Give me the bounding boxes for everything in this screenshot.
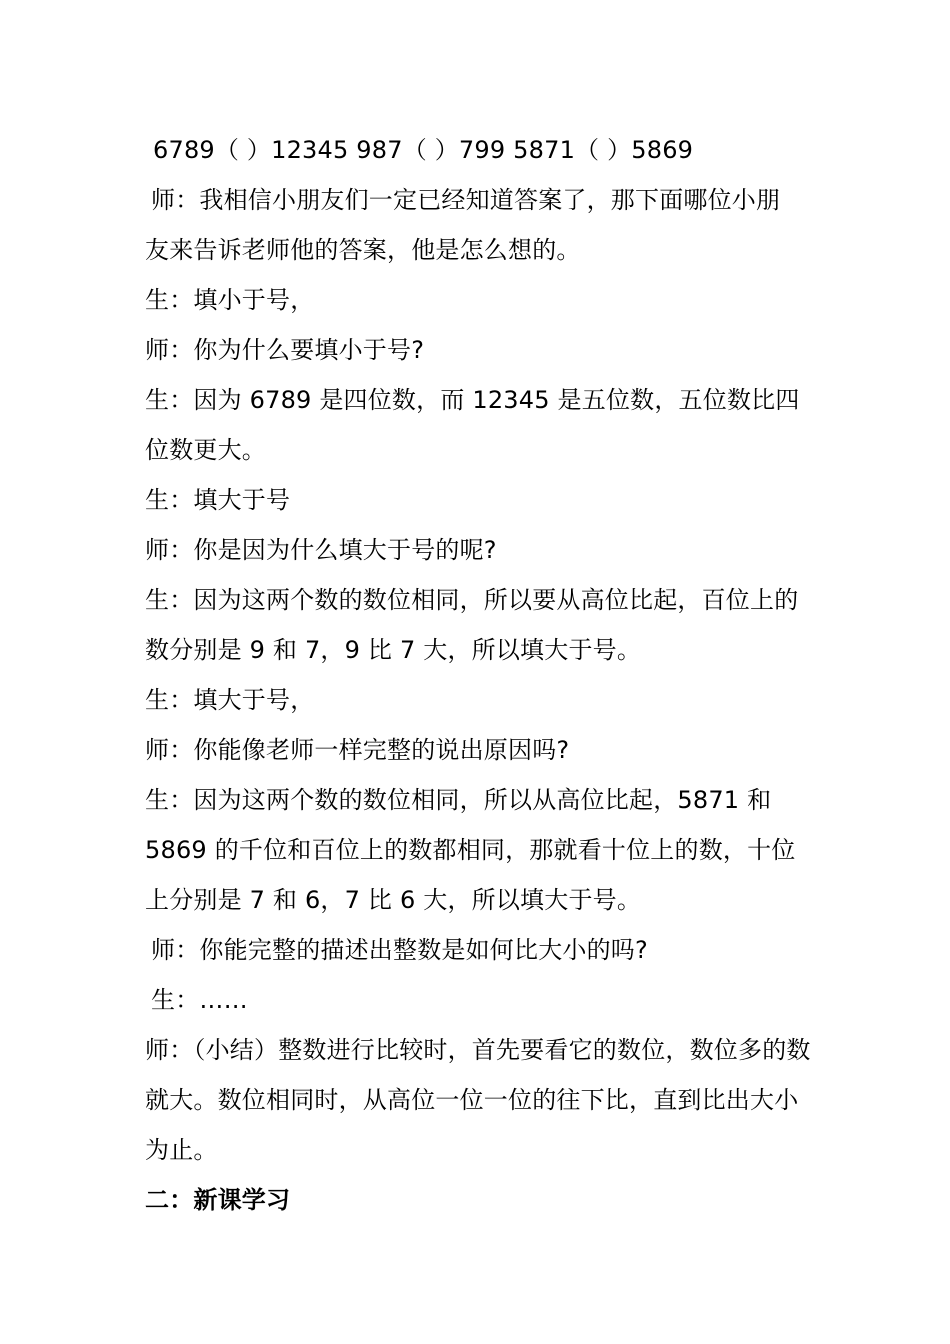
paragraph-line: 师：你能像老师一样完整的说出原因吗? <box>145 736 570 764</box>
paragraph-line: 生：因为这两个数的数位相同，所以要从高位比起，百位上的 <box>145 586 799 614</box>
paragraph-line: 上分别是 7 和 6，7 比 6 大，所以填大于号。 <box>145 886 642 914</box>
paragraph-line: 生：因为这两个数的数位相同，所以从高位比起，5871 和 <box>145 786 772 814</box>
comparison-exercise: 6789（ ）12345 987（ ）799 5871（ ）5869 <box>153 136 694 164</box>
paragraph-line: 数分别是 9 和 7，9 比 7 大，所以填大于号。 <box>145 636 642 664</box>
paragraph-line: 师：你是因为什么填大于号的呢? <box>145 536 497 564</box>
paragraph-line: 师：你能完整的描述出整数是如何比大小的吗? <box>151 936 648 964</box>
section-heading: 二：新课学习 <box>145 1186 291 1214</box>
paragraph-line: 5869 的千位和百位上的数都相同，那就看十位上的数，十位 <box>145 836 796 864</box>
paragraph-line: 为止。 <box>145 1136 218 1164</box>
paragraph-line: 友来告诉老师他的答案，他是怎么想的。 <box>145 236 581 264</box>
paragraph-line: 师：你为什么要填小于号? <box>145 336 425 364</box>
document-body <box>145 125 815 1225</box>
paragraph-line: 师：（小结）整数进行比较时，首先要看它的数位，数位多的数 <box>145 1036 811 1064</box>
paragraph-line: 就大。数位相同时，从高位一位一位的往下比，直到比出大小 <box>145 1086 799 1114</box>
paragraph-line: 生：填大于号， <box>145 686 315 714</box>
paragraph-line: 生：填小于号， <box>145 286 315 314</box>
paragraph-line: 生：因为 6789 是四位数，而 12345 是五位数，五位数比四 <box>145 386 800 414</box>
paragraph-line: 生：…… <box>151 986 248 1014</box>
paragraph-line: 位数更大。 <box>145 436 266 464</box>
paragraph-line: 生：填大于号 <box>145 486 291 514</box>
paragraph-line: 师：我相信小朋友们一定已经知道答案了，那下面哪位小朋 <box>151 186 781 214</box>
